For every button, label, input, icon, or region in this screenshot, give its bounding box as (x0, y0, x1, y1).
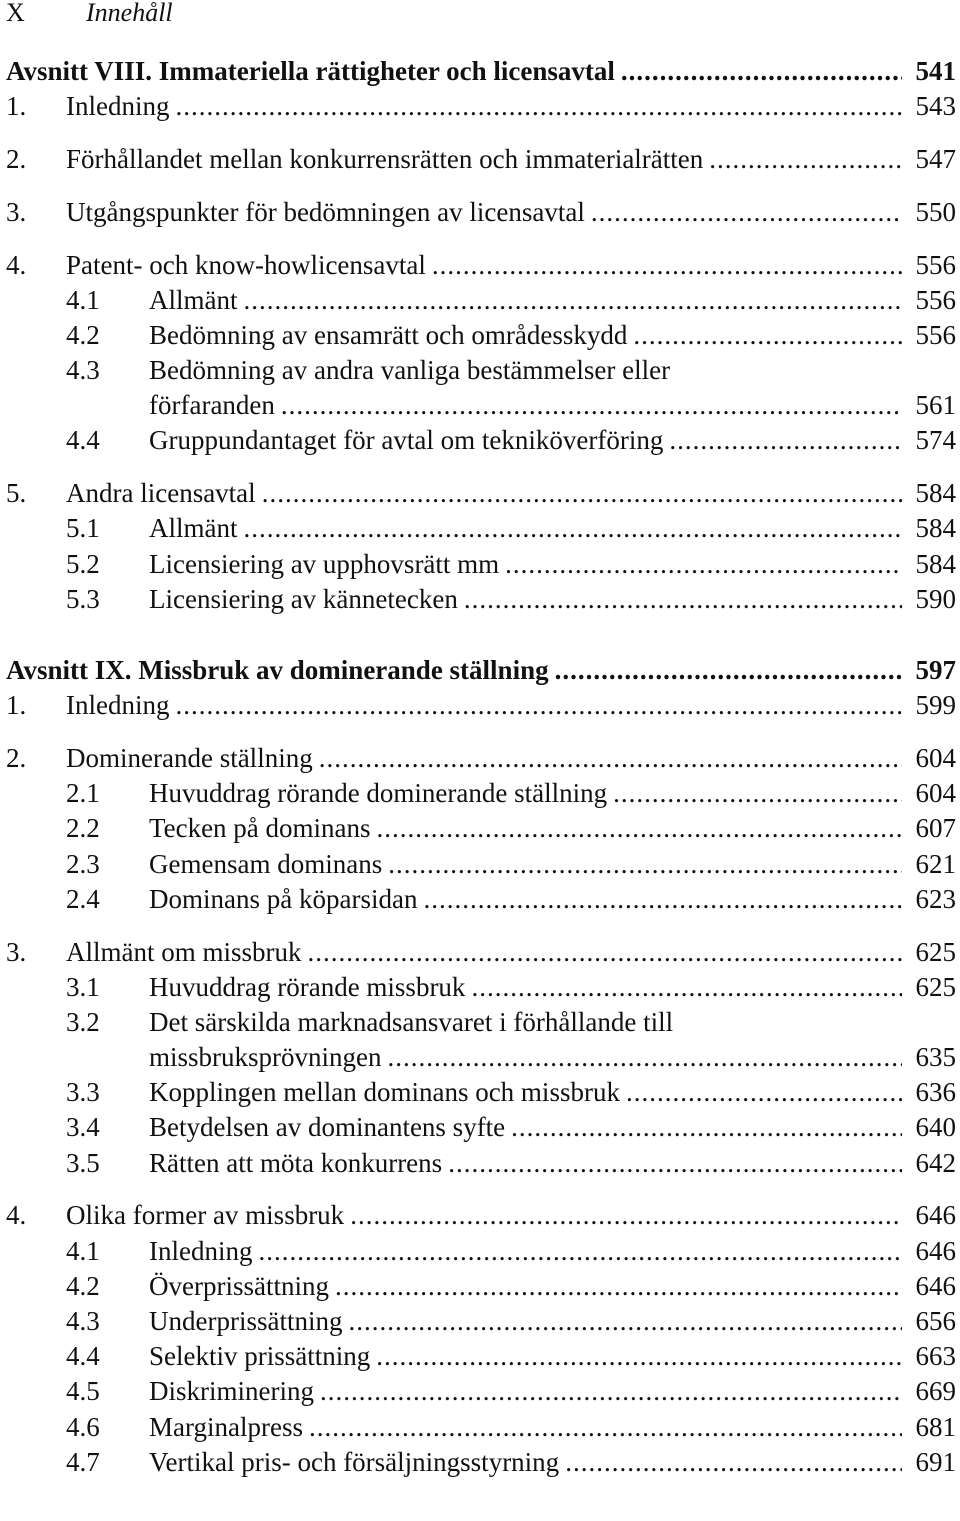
entry-number: 3.5 (66, 1147, 100, 1178)
entry-number: 4.6 (66, 1411, 100, 1442)
entry-title: Inledning (149, 1235, 253, 1266)
dot-leader (262, 476, 902, 511)
entry-page-number: 607 (915, 813, 956, 844)
toc-chapter-entry[interactable] (6, 89, 956, 124)
dot-leader (464, 582, 902, 617)
entry-title: Licensiering av kännetecken (149, 583, 458, 614)
dot-leader (613, 776, 902, 811)
toc-continuation-entry[interactable] (6, 388, 956, 423)
toc-section-entry[interactable] (6, 1410, 956, 1445)
entry-number: 3. (6, 936, 27, 967)
dot-leader (565, 1445, 902, 1480)
toc-section-entry[interactable] (6, 1445, 956, 1480)
entry-page-number: 691 (915, 1446, 956, 1477)
entry-title: Allmänt (149, 513, 238, 544)
entry-page-number: 550 (915, 196, 956, 227)
dot-leader (448, 1146, 902, 1181)
toc-section-entry[interactable] (6, 1339, 956, 1374)
entry-page-number: 681 (915, 1411, 956, 1442)
toc-section-entry[interactable] (6, 847, 956, 882)
entry-number: 2.1 (66, 778, 100, 809)
entry-number: 1. (6, 91, 27, 122)
entry-title: Tecken på dominans (149, 813, 371, 844)
entry-page-number: 642 (915, 1147, 956, 1178)
dot-leader (348, 1304, 902, 1339)
dot-leader (175, 688, 902, 723)
entry-page-number: 636 (915, 1077, 956, 1108)
dot-leader (281, 388, 902, 423)
dot-leader (471, 970, 902, 1005)
entry-title: Inledning (66, 91, 170, 122)
entry-number: 4.1 (66, 1235, 100, 1266)
entry-number: 2.3 (66, 848, 100, 879)
entry-number: 5. (6, 478, 27, 509)
toc-section-entry[interactable] (6, 582, 956, 617)
entry-page-number: 547 (915, 143, 956, 174)
entry-title: Huvuddrag rörande dominerande ställning (149, 778, 608, 809)
entry-number: 5.3 (66, 583, 100, 614)
entry-number: 4. (6, 1200, 27, 1231)
entry-number: 1. (6, 690, 27, 721)
toc-page (6, 0, 956, 1480)
entry-page-number: 584 (915, 548, 956, 579)
entry-page-number: 640 (915, 1112, 956, 1143)
entry-title: Bedömning av andra vanliga bestämmelser eller (149, 355, 671, 386)
entry-number: 4.2 (66, 319, 100, 350)
entry-page-number: 561 (915, 390, 956, 421)
dot-leader (244, 283, 903, 318)
entry-title: Utgångspunkter för bedömningen av licensavtal (66, 196, 585, 227)
dot-leader (376, 1339, 902, 1374)
entry-page-number: 584 (915, 513, 956, 544)
dot-leader (505, 547, 902, 582)
entry-title: Huvuddrag rörande missbruk (149, 971, 466, 1002)
entry-title: Vertikal pris- och försäljningsstyrning (149, 1446, 560, 1477)
running-title: Innehåll (86, 0, 173, 27)
entry-title: Rätten att möta konkurrens (149, 1147, 443, 1178)
entry-page-number: 669 (915, 1376, 956, 1407)
entry-number: 4.7 (66, 1446, 100, 1477)
entry-page-number: 663 (915, 1341, 956, 1372)
entry-title: Olika former av missbruk (66, 1200, 345, 1231)
entry-number: 3.4 (66, 1112, 100, 1143)
entry-number: 4.3 (66, 355, 100, 386)
toc-section-entry[interactable] (6, 547, 956, 582)
entry-page-number: 621 (915, 848, 956, 879)
entry-number: 4.4 (66, 1341, 100, 1372)
dot-leader (258, 1234, 902, 1269)
entry-title: Bedömning av ensamrätt och områdesskydd (149, 319, 628, 350)
dot-leader (319, 741, 902, 776)
dot-leader (335, 1269, 902, 1304)
toc-section-entry[interactable] (6, 1304, 956, 1339)
entry-title: Marginalpress (149, 1411, 303, 1442)
entry-page-number: 543 (915, 91, 956, 122)
dot-leader (308, 935, 903, 970)
running-header (6, 0, 956, 28)
entry-title: Kopplingen mellan dominans och missbruk (149, 1077, 620, 1108)
toc-part-entry[interactable] (6, 653, 956, 688)
entry-title: Gemensam dominans (149, 848, 383, 879)
toc-section-entry[interactable] (6, 353, 956, 388)
entry-number: 2. (6, 742, 27, 773)
dot-leader (244, 511, 903, 546)
toc-section-entry[interactable] (6, 1075, 956, 1110)
toc-chapter-entry[interactable] (6, 476, 956, 511)
toc-continuation-entry[interactable] (6, 1040, 956, 1075)
entry-title: Avsnitt VIII. Immateriella rättigheter och licensavtal (6, 56, 615, 86)
entry-page-number: 604 (915, 742, 956, 773)
entry-page-number: 625 (915, 971, 956, 1002)
toc-section-entry[interactable] (6, 283, 956, 318)
dot-leader (432, 248, 902, 283)
entry-page-number: 584 (915, 478, 956, 509)
toc-section-entry[interactable] (6, 1374, 956, 1409)
toc-section-entry[interactable] (6, 423, 956, 458)
entry-page-number: 625 (915, 936, 956, 967)
entry-page-number: 623 (915, 883, 956, 914)
entry-title: Allmänt om missbruk (66, 936, 302, 967)
toc-chapter-entry[interactable] (6, 142, 956, 177)
entry-number: 3.3 (66, 1077, 100, 1108)
toc-section-entry[interactable] (6, 318, 956, 353)
entry-page-number: 574 (915, 425, 956, 456)
entry-number: 5.1 (66, 513, 100, 544)
entry-title: Överprissättning (149, 1270, 329, 1301)
toc-section-entry[interactable] (6, 1146, 956, 1181)
dot-leader (175, 89, 902, 124)
toc-section-entry[interactable] (6, 811, 956, 846)
dot-leader (633, 318, 902, 353)
dot-leader (350, 1198, 902, 1233)
entry-title: förfaranden (149, 390, 275, 421)
entry-title: Andra licensavtal (66, 478, 256, 509)
toc-section-entry[interactable] (6, 970, 956, 1005)
entry-title: Gruppundantaget för avtal om tekniköverföring (149, 425, 664, 456)
entry-title: Selektiv prissättning (149, 1341, 371, 1372)
entry-title: missbruksprövningen (149, 1042, 382, 1073)
toc-chapter-entry[interactable] (6, 688, 956, 723)
entry-title: Dominerande ställning (66, 742, 313, 773)
entry-number: 2. (6, 143, 27, 174)
entry-page-number: 635 (915, 1042, 956, 1073)
entry-number: 4.4 (66, 425, 100, 456)
entry-number: 4.2 (66, 1270, 100, 1301)
entry-title: Förhållandet mellan konkurrensrätten och immaterialrätten (66, 143, 704, 174)
entry-page-number: 656 (915, 1305, 956, 1336)
entry-page-number: 590 (915, 583, 956, 614)
entry-page-number: 556 (915, 319, 956, 350)
entry-page-number: 597 (915, 655, 956, 685)
entry-title: Allmänt (149, 284, 238, 315)
toc-section-entry[interactable] (6, 511, 956, 546)
entry-number: 4.5 (66, 1376, 100, 1407)
entry-number: 3.1 (66, 971, 100, 1002)
dot-leader (309, 1410, 902, 1445)
dot-leader (511, 1110, 902, 1145)
dot-leader (669, 423, 902, 458)
entry-title: Betydelsen av dominantens syfte (149, 1112, 506, 1143)
entry-page-number: 646 (915, 1235, 956, 1266)
dot-leader (555, 653, 902, 688)
toc-section-entry[interactable] (6, 1005, 956, 1040)
toc-section-entry[interactable] (6, 1110, 956, 1145)
entry-page-number: 604 (915, 778, 956, 809)
dot-leader (377, 811, 902, 846)
entry-number: 4. (6, 249, 27, 280)
entry-page-number: 556 (915, 284, 956, 315)
entry-title: Patent- och know-howlicensavtal (66, 249, 426, 280)
toc-section-entry[interactable] (6, 776, 956, 811)
page-folio: X (6, 0, 25, 27)
entry-title: Det särskilda marknadsansvaret i förhållande till (149, 1006, 674, 1037)
toc-section-entry[interactable] (6, 1234, 956, 1269)
entry-title: Inledning (66, 690, 170, 721)
entry-number: 3.2 (66, 1006, 100, 1037)
entry-number: 4.3 (66, 1305, 100, 1336)
entry-number: 4.1 (66, 284, 100, 315)
dot-leader (591, 195, 902, 230)
toc-chapter-entry[interactable] (6, 195, 956, 230)
entry-number: 2.2 (66, 813, 100, 844)
dot-leader (320, 1374, 902, 1409)
dot-leader (709, 142, 902, 177)
entry-title: Underprissättning (149, 1305, 343, 1336)
entry-title: Dominans på köparsidan (149, 883, 418, 914)
toc-chapter-entry[interactable] (6, 935, 956, 970)
toc-chapter-entry[interactable] (6, 741, 956, 776)
dot-leader (388, 1040, 903, 1075)
dot-leader (626, 1075, 902, 1110)
entry-title: Licensiering av upphovsrätt mm (149, 548, 500, 579)
entry-title: Avsnitt IX. Missbruk av dominerande ställning (6, 655, 549, 685)
entry-page-number: 646 (915, 1200, 956, 1231)
toc-chapter-entry[interactable] (6, 1198, 956, 1233)
toc-chapter-entry[interactable] (6, 248, 956, 283)
table-of-contents (6, 54, 956, 1480)
entry-page-number: 599 (915, 690, 956, 721)
entry-page-number: 541 (915, 56, 956, 86)
entry-number: 2.4 (66, 883, 100, 914)
toc-section-entry[interactable] (6, 1269, 956, 1304)
toc-part-entry[interactable] (6, 54, 956, 89)
dot-leader (388, 847, 902, 882)
entry-page-number: 556 (915, 249, 956, 280)
entry-number: 5.2 (66, 548, 100, 579)
dot-leader (423, 882, 902, 917)
entry-title: Diskriminering (149, 1376, 314, 1407)
dot-leader (621, 54, 902, 89)
entry-number: 3. (6, 196, 27, 227)
toc-section-entry[interactable] (6, 882, 956, 917)
entry-page-number: 646 (915, 1270, 956, 1301)
